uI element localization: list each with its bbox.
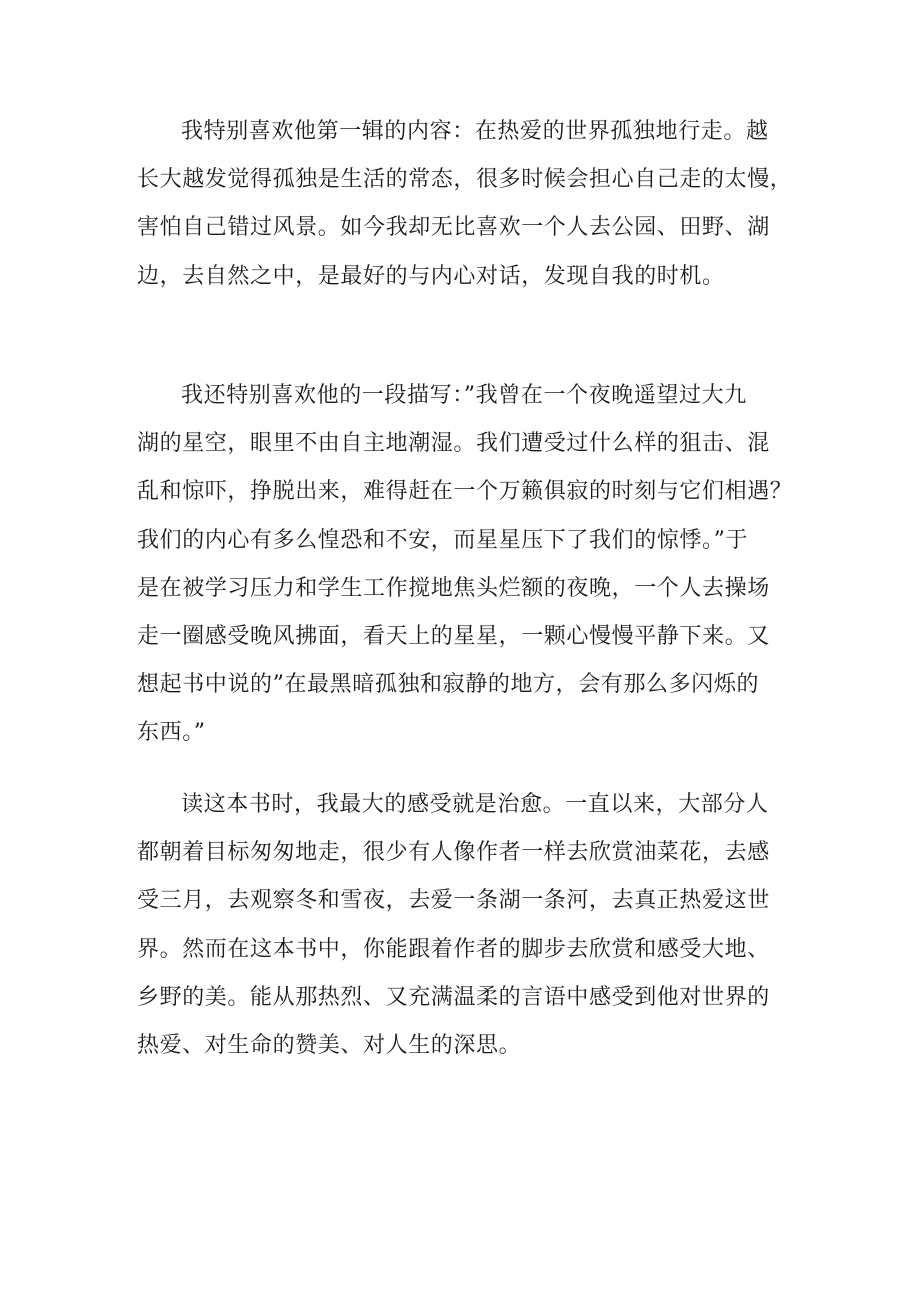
paragraph-2	[137, 372, 797, 758]
text-line: 是在被学习压力和学生工作搅地焦头烂额的夜晚，一个人去操场	[137, 575, 770, 601]
text-line: 害怕自己错过风景。如今我却无比喜欢一个人去公园、田野、湖	[137, 215, 770, 241]
text-line: 读这本书时，我最大的感受就是治愈。一直以来，大部分人	[181, 792, 769, 817]
paragraph-3	[137, 781, 797, 1070]
text-line: 我还特别喜欢他的一段描写：”我曾在一个夜晚遥望过大九	[181, 383, 747, 408]
text-line: 想起书中说的”在最黑暗孤独和寂静的地方，会有那么多闪烁的	[137, 672, 760, 698]
text-line: 长大越发觉得孤独是生活的常态，很多时候会担心自己走的太慢，	[137, 167, 793, 193]
paragraph-1	[137, 108, 797, 301]
text-line: 都朝着目标匆匆地走，很少有人像作者一样去欣赏油菜花，去感	[137, 840, 770, 866]
text-line: 热爱、对生命的赞美、对人生的深思。	[137, 1032, 522, 1058]
text-line: 乡野的美。能从那热烈、又充满温柔的言语中感受到他对世界的	[137, 984, 770, 1010]
text-line: 东西。”	[137, 720, 206, 746]
text-line: 乱和惊吓，挣脱出来，难得赶在一个万籁俱寂的时刻与它们相遇？	[137, 479, 793, 505]
text-line: 界。然而在这本书中，你能跟着作者的脚步去欣赏和感受大地、	[137, 936, 770, 962]
text-line: 受三月，去观察冬和雪夜，去爱一条湖一条河，去真正热爱这世	[137, 888, 770, 914]
text-line: 湖的星空，眼里不由自主地潮湿。我们遭受过什么样的狙击、混	[137, 431, 770, 457]
text-line: 我特别喜欢他第一辑的内容：在热爱的世界孤独地行走。越	[181, 119, 769, 144]
text-line: 边，去自然之中，是最好的与内心对话，发现自我的时机。	[137, 263, 725, 289]
text-line: 我们的内心有多么惶恐和不安，而星星压下了我们的惊悸。”于	[137, 527, 749, 553]
text-line: 走一圈感受晚风拂面，看天上的星星，一颗心慢慢平静下来。又	[137, 623, 770, 649]
